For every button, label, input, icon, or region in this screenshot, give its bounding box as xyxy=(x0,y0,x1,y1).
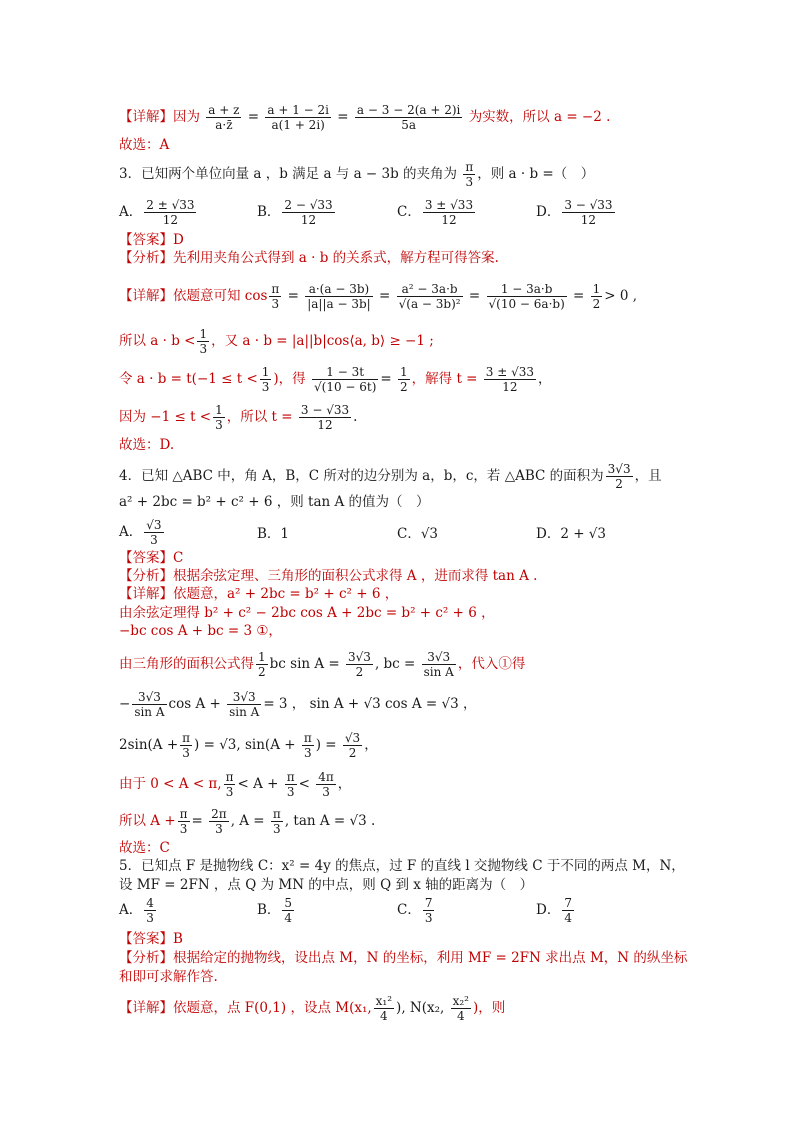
q3-detail-line-1: 【详解】依题意可知 cos $\frac{\pi}{3}$ = $\frac{a\cdot(a - 3b)}{|a||a - 3b|}$ = $\frac{\text{a² − 3a·b}}{\text{√(a − 3b)²}}$ = $\frac{1 - 3a\cdot b}{√(10 - 6a\cdot b)}$ = $\frac{1}{2}$ > 0 , xyxy=(119,282,638,311)
q4-detail-1: 【详解】依题意，a² + 2bc = b² + c² + 6 ， xyxy=(119,586,399,602)
q2-detail-line: 【详解】因为 $\frac{a + z}{a\cdot z̄}$ = $\frac{a + 1 - 2i}{a(1 + 2i)}$ = $\frac{a - 3 - 2(a + 2)i}{5a}$ 为实数，所以 a = −2 . xyxy=(119,103,611,132)
q4-detail-5: − $\frac{3√3}{\text{sin A}}$ cos A + $\frac{3√3}{\text{sin A}}$ = 3 ， sin A + √3 cos A = √3 ， xyxy=(119,690,477,719)
q5-stem-1: 5．已知点 F 是抛物线 C：x² = 4y 的焦点，过 F 的直线 l 交抛物线 C 于不同的两点 M，N， xyxy=(119,858,685,874)
q5-option-a[interactable]: A． $\frac{4}{3}$ xyxy=(119,896,154,925)
q4-detail-6: 2sin(A + $\frac{\pi}{3}$ ) = √3, sin(A + $\frac{\pi}{3}$ ) = $\frac{√3}{2}$ ， xyxy=(119,731,378,760)
q5-option-d[interactable]: D． $\frac{7}{4}$ xyxy=(536,896,572,925)
q5-analysis-2: 和即可求解作答. xyxy=(119,969,218,985)
q3-detail-line-4: 因为 −1 ≤ t < $\frac{1}{3}$ ，所以 t = $\frac{3 - √33}{12}$ . xyxy=(119,403,358,432)
q3-option-b[interactable]: B． $\frac{2 - √33}{12}$ xyxy=(257,198,333,227)
q4-detail-8: 所以 A + $\frac{\pi}{3}$ = $\frac{2\pi}{3}$ , A = $\frac{\pi}{3}$ , tan A = √3 . xyxy=(119,807,376,836)
fraction: $\frac{a - 3 - 2(a + 2)i}{5a}$ xyxy=(356,103,461,132)
q5-option-c[interactable]: C． $\frac{7}{3}$ xyxy=(397,896,433,925)
q4-option-d[interactable]: D．2 + √3 xyxy=(536,526,606,542)
q3-option-c[interactable]: C． $\frac{3 \pm √33}{12}$ xyxy=(397,198,474,227)
q4-analysis: 【分析】根据余弦定理、三角形的面积公式求得 A ，进而求得 tan A . xyxy=(119,568,538,584)
fraction: $\frac{a + 1 - 2i}{a(1 + 2i)}$ xyxy=(267,103,330,132)
q4-detail-4: 由三角形的面积公式得 $\frac{1}{2}$ bc sin A = $\frac{3√3}{2}$ , bc = $\frac{3√3}{\text{sin A}}$ ，代入①得 xyxy=(119,650,526,679)
q5-stem-2: 设 MF = 2FN ，点 Q 为 MN 的中点，则 Q 到 x 轴的距离为（ ） xyxy=(119,877,534,893)
fraction: $\frac{\pi}{3}$ xyxy=(465,160,474,189)
q5-option-b[interactable]: B． $\frac{5}{4}$ xyxy=(257,896,293,925)
q5-detail-1: 【详解】依题意，点 F(0,1) ，设点 M(x₁, $\frac{\text{x₁²}}{4}$ ), N(x₂, $\frac{\text{x₂²}}{4}$ )，则 xyxy=(119,994,506,1023)
q4-stem-1: 4．已知 △ABC 中，角 A，B，C 所对的边分别为 a，b，c，若 △ABC 的面积为 $\frac{3√3}{2}$ ，且 xyxy=(119,462,662,491)
q4-option-c[interactable]: C．√3 xyxy=(397,526,439,542)
q2-choice: 故选：A xyxy=(119,137,170,153)
q4-option-a[interactable]: A． $\frac{√3}{3}$ xyxy=(119,518,162,547)
q4-detail-2: 由余弦定理得 b² + c² − 2bc cos A + 2bc = b² + c² + 6 ， xyxy=(119,605,495,621)
q4-answer: 【答案】C xyxy=(119,550,184,566)
q4-option-b[interactable]: B．1 xyxy=(257,526,290,542)
q3-analysis: 【分析】先利用夹角公式得到 a · b 的关系式，解方程可得答案. xyxy=(119,250,499,266)
q4-choice: 故选：C xyxy=(119,840,170,856)
fraction: $\frac{a + z}{a\cdot z̄}$ xyxy=(208,103,240,132)
q5-answer: 【答案】B xyxy=(119,931,183,947)
q3-detail-line-3: 令 a · b = t(−1 ≤ t < $\frac{1}{3}$ )，得 $\frac{1 - 3t}{√(10 - 6t)}$ = $\frac{1}{2}$ ，解得 t = $\frac{3 \pm √33}{12}$ ， xyxy=(119,365,552,394)
q5-analysis-1: 【分析】根据给定的抛物线，设出点 M，N 的坐标，利用 MF = 2FN 求出点 M，N 的纵坐标 xyxy=(119,950,688,966)
q4-detail-7: 由于 0 < A < π, $\frac{\pi}{3}$ < A + $\frac{\pi}{3}$ < $\frac{4\pi}{3}$ ， xyxy=(119,770,352,799)
q3-option-a[interactable]: A． $\frac{2 \pm √33}{12}$ xyxy=(119,198,195,227)
q3-choice: 故选：D. xyxy=(119,437,175,453)
q3-answer: 【答案】D xyxy=(119,232,184,248)
q4-detail-3: −bc cos A + bc = 3 ①， xyxy=(119,623,282,639)
q3-option-d[interactable]: D． $\frac{3 - √33}{12}$ xyxy=(536,198,613,227)
q3-detail-line-2: 所以 a · b < $\frac{1}{3}$ ，又 a · b = |a||b|cos⟨a, b⟩ ≥ −1 ; xyxy=(119,327,434,356)
q3-stem: 3．已知两个单位向量 a ，b 满足 a 与 a − 3b 的夹角为 $\frac{\pi}{3}$ ，则 a · b =（ ） xyxy=(119,160,595,189)
q4-stem-2: a² + 2bc = b² + c² + 6 ，则 tan A 的值为（ ） xyxy=(119,494,430,510)
